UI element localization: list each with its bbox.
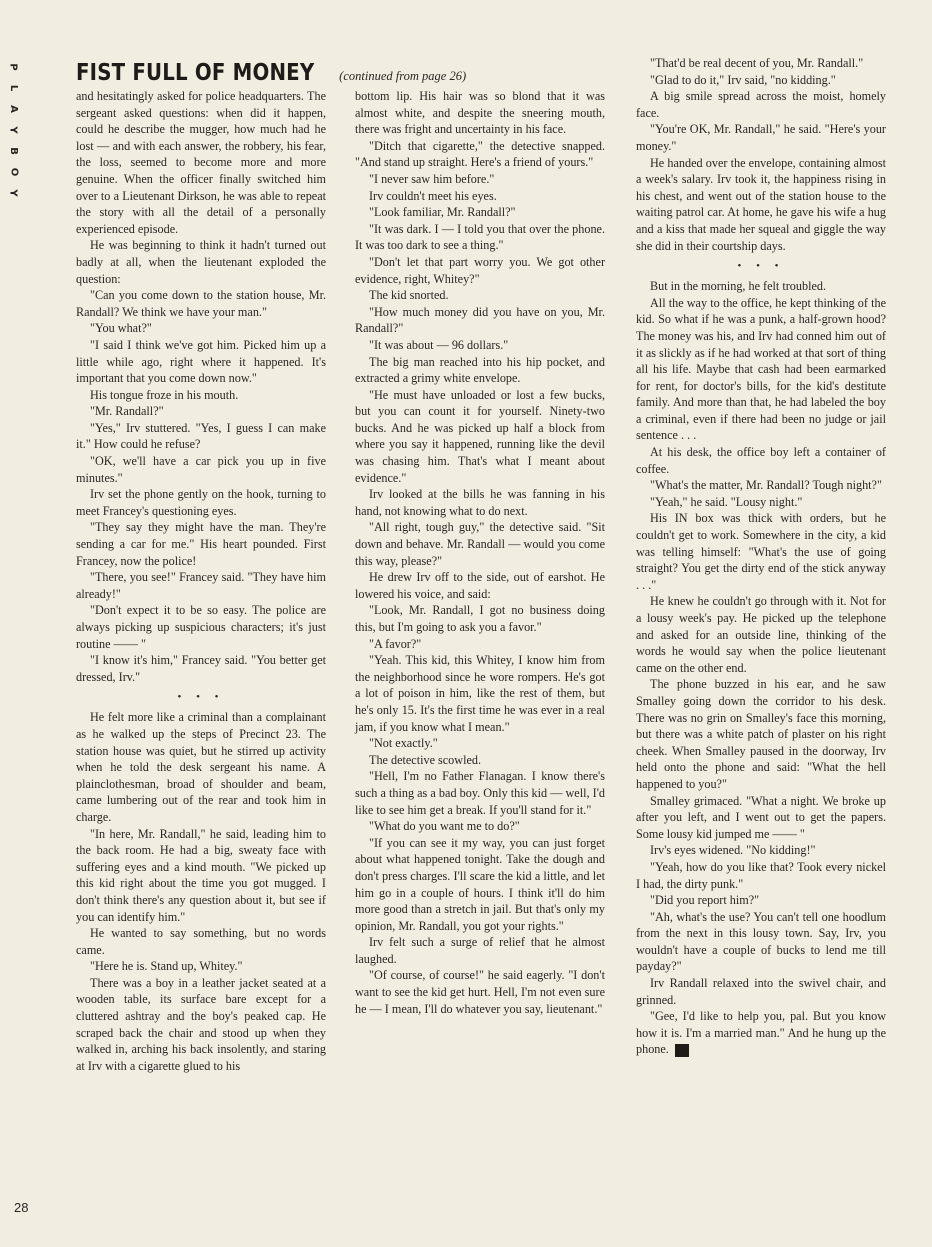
paragraph: "I never saw him before." [369,171,495,186]
paragraph: "You what?" [90,321,152,336]
paragraph: "OK, we'll have a car pick you up in five minutes." [76,454,326,485]
paragraph: "I know it's him," Francey said. "You better get dressed, Irv." [76,653,326,684]
paragraph: "In here, Mr. Randall," he said, leading him to the back room. He had a big, sweaty face with suffering eyes and a kind mouth. "We picked up this kid right about the time you got mugged. I don't think there's any question about it, but see if you can identify him." [76,826,326,924]
masthead-letter: O [7,167,19,177]
paragraph: "Don't let that part worry you. We got other evidence, right, Whitey?" [355,254,605,286]
paragraph: The phone buzzed in his ear, and he saw Smalley going down the corridor to his desk. There was no grin on Smalley's face this morning, but there was a white patch of plaster on his right cheek. When Smalley paused in the doorway, Irv held onto the phone and said: "What the hell happened to you?" [636,677,886,791]
section-break: • • • [737,260,785,273]
paragraph: "Can you come down to the station house, Mr. Randall? We think we have your man." [76,288,326,319]
text-column-2 [355,88,605,1017]
paragraph: "Of course, of course!" he said eagerly. "I don't want to see the kid get hurt. Hell, I'm not even sure he — I mean, I'll do whatever you say, lieutenant." [355,968,605,1016]
text-column-3 [636,55,886,1058]
section-break: • • • [177,691,225,704]
paragraph: "Here he is. Stand up, Whitey." [90,959,243,974]
paragraph: "They say they might have the man. They're sending a car for me." His heart pounded. First Francey, now the police! [76,520,326,568]
paragraph: But in the morning, he felt troubled. [650,279,827,294]
paragraph: "Yeah," he said. "Lousy night." [650,494,803,509]
paragraph: "How much money did you have on you, Mr. Randall?" [355,304,605,336]
masthead-letter: B [8,147,19,155]
paragraph: "There, you see!" Francey said. "They have him already!" [76,570,326,601]
paragraph: Irv's eyes widened. "No kidding!" [650,843,816,858]
paragraph: "It was dark. I — I told you that over the phone. It was too dark to see a thing." [355,221,605,253]
paragraph: Irv looked at the bills he was fanning in his hand, not knowing what to do next. [355,487,605,518]
paragraph: "I said I think we've got him. Picked him up a little while ago, right where it happened. It's important that you come down now." [76,337,326,386]
continued-note: (continued from page 26) [339,69,467,83]
paragraph: "Yeah. This kid, this Whitey, I know him from the neighborhood since he wore rompers. He's got a lot of poison in him, like the rest of them, but he's only 15. It's the first time he was ever in a real jam, if you know what I mean." [355,653,605,734]
masthead-letter: Y [8,189,19,197]
paragraph: His IN box was thick with orders, but he couldn't get to work. Somewhere in the city, a kid was telling himself: "What's the use of going straight? You get the dirty end of the stick anyway . . ." [636,511,886,592]
masthead-vertical [6,62,20,198]
paragraph: "Look, Mr. Randall, I got no business doing this, but I'm going to ask you a favor." [355,603,605,634]
paragraph: "Hell, I'm no Father Flanagan. I know there's such a thing as a bad boy. Only this kid — well, I'd like to see him get a break. If you'll stand for it." [355,769,605,817]
paragraph: He felt more like a criminal than a complainant as he walked up the steps of Precinct 23. The station house was quiet, but he stirred up activity when he told the desk sergeant his name. A plainclothesman, broad of shoulder and beam, came lumbering out of the rear and took him in charge. [76,710,326,824]
paragraph: He was beginning to think it hadn't turned out badly at all, when the lieutenant exploded the question: [76,238,326,286]
paragraph: "Ah, what's the use? You can't tell one hoodlum from the next in this lousy town. Say, Irv, you wouldn't have a couple of bucks to lend me till payday?" [636,909,886,974]
end-mark-icon: Y [675,1044,689,1057]
article-title: FIST FULL OF MONEY [76,60,315,86]
paragraph: "All right, tough guy," the detective said. "Sit down and behave. Mr. Randall — would you come this way, please?" [355,520,605,568]
masthead-letter: P [8,63,19,71]
page-number: 28 [14,1200,29,1215]
paragraph: Smalley grimaced. "What a night. We broke up after you left, and I went out to get the papers. Some lousy kid jumped me —— " [636,793,886,841]
paragraph: "Yes," Irv stuttered. "Yes, I guess I can make it." How could he refuse? [76,420,326,452]
paragraph: and hesitatingly asked for police headquarters. The sergeant asked questions: when did it happen, could he describe the mugger, how much had he lost — and with each answer, the robbery, his fear, the loss, seemed to become more and more genuine. When the officer finally switched him over to a Lieutenant Dirkson, he was able to repeat the story with all the detail of a personally experienced episode. [76,89,326,236]
paragraph: He knew he couldn't go through with it. Not for a lousy week's pay. He picked up the telephone and asked for an outside line, thinking of the words he would say when the police lieutenant came on the other end. [636,594,886,675]
paragraph: "He must have unloaded or lost a few bucks, but you can count it for yourself. Ninety-two bucks. And he was picked up half a block from where you say it happened, running like the devil was chasing him. That's what I meant about evidence." [355,387,605,485]
paragraph: "A favor?" [369,636,422,651]
paragraph: "Mr. Randall?" [90,404,164,419]
paragraph: "What do you want me to do?" [369,819,520,834]
paragraph: "Did you report him?" [650,893,760,908]
paragraph: "What's the matter, Mr. Randall? Tough night?" [650,478,882,493]
paragraph: The kid snorted. [369,288,449,303]
paragraph: At his desk, the office boy left a container of coffee. [636,445,886,476]
paragraph: "Don't expect it to be so easy. The police are always picking up suspicious characters; it's just routine —— " [76,603,326,651]
paragraph: bottom lip. His hair was so blond that it was almost white, and despite the sneering mouth, there was fright and uncertainty in his face. [355,89,605,137]
paragraph: He drew Irv off to the side, out of earshot. He lowered his voice, and said: [355,570,605,601]
paragraph: He handed over the envelope, containing almost a week's salary. Irv took it, the happiness rising in his chest, and went out of the station house to the waiting patrol car. At home, he gave his wife a hug and a kiss that made her squeal and giggle the way she did in their courtship days. [636,155,886,253]
article-header [76,60,466,86]
paragraph: Irv set the phone gently on the hook, turning to meet Francey's questioning eyes. [76,487,326,518]
paragraph: Irv Randall relaxed into the swivel chair, and grinned. [636,976,886,1007]
masthead-letter: L [8,84,19,92]
paragraph: All the way to the office, he kept thinking of the kid. So what if he was a punk, a half-grown hood? The money was his, and Irv had conned him out of it as slickly as if he had worked at that sort of thing all his life. Maybe that cash had been earmarked for rent, for doctor's bills, for the kid's destitute family. And more than that, he had labeled the boy a criminal, even if there had been no judge or jail sentence . . . [636,295,886,443]
masthead-letter: Y [8,126,19,134]
paragraph: "You're OK, Mr. Randall," he said. "Here's your money." [636,122,886,153]
paragraph: "Not exactly." [369,736,438,751]
paragraph: A big smile spread across the moist, homely face. [636,89,886,120]
paragraph: "Look familiar, Mr. Randall?" [369,205,516,220]
text-column-1 [76,88,326,1074]
paragraph: "Glad to do it," Irv said, "no kidding." [650,72,836,87]
paragraph: "Yeah, how do you like that? Took every nickel I had, the dirty punk." [636,859,886,891]
paragraph: He wanted to say something, but no words came. [76,926,326,957]
paragraph: "If you can see it my way, you can just forget about what happened tonight. Take the dough and don't press charges. I'll scare the kid a little, and let him go in a couple of hours. I think it'll do him more good than a stretch in jail. But that's only my opinion, Mr. Randall, you got your rights." [355,835,605,933]
paragraph: The detective scowled. [369,752,482,767]
paragraph: "Gee, I'd like to help you, pal. But you know how it is. I'm a married man." And he hung up the phone. Y [636,1009,886,1057]
paragraph: Irv felt such a surge of relief that he almost laughed. [355,935,605,966]
paragraph: The big man reached into his hip pocket, and extracted a grimy white envelope. [355,354,605,386]
paragraph: Irv couldn't meet his eyes. [369,188,497,203]
paragraph: There was a boy in a leather jacket seated at a wooden table, its surface bare except for a cluttered ashtray and the boy's peaked cap. He scraped back the chair and stood up when they walked in, arching his back insolently, and staring at Irv with a cigarette glued to his [76,975,326,1073]
paragraph: "It was about — 96 dollars." [369,337,509,352]
paragraph: "Ditch that cigarette," the detective snapped. "And stand up straight. Here's a friend of yours." [355,138,605,170]
paragraph: "That'd be real decent of you, Mr. Randall." [650,56,864,70]
masthead-letter: A [8,105,19,113]
paragraph: His tongue froze in his mouth. [90,387,239,402]
